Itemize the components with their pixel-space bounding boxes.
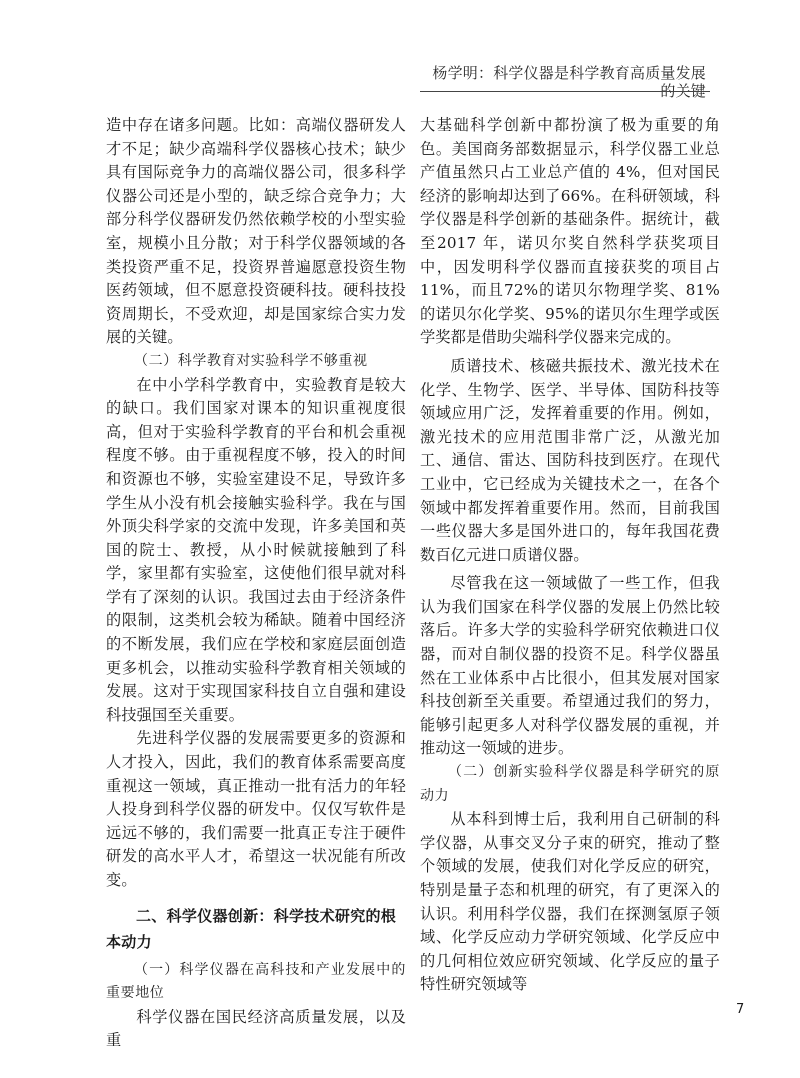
subsection-heading: （二）创新实验科学仪器是科学研究的原动力 [420,764,720,804]
paragraph: 在中小学科学教育中，实验教育是较大的缺口。我们国家对课本的知识重视度很高，但对于实验科学教育的平台和机会重视程度不够。由于重视程度不够，投入的时间和资源也不够，实验室建设不足，导致许多学生从小没有机会接触实验科学。我在与国外顶尖科学家的交流中发现，许多美国和英国的院士、教授，从小时候就接触到了科学，家里都有实验室，这使他们很早就对科学有了深刻的认识。我国过去由于经济条件的限制，这类机会较为稀缺。随着中国经济的不断发展，我们应在学校和家庭层面创造更多机会，以推动实验科学教育相关领域的发展。这对于实现国家科技自立自强和建设科技强国至关重要。 [106,375,406,724]
page-number: 7 [736,1002,745,1017]
left-column [106,114,406,1053]
paragraph: 质谱技术、核磁共振技术、激光技术在化学、生物学、医学、半导体、国防科技等领域应用广泛，发挥着重要的作用。例如，激光技术的应用范围非常广泛，从激光加工、通信、雷达、国防科技到医疗。在现代工业中，它已经成为关键技术之一，在各个领域中都发挥着重要作用。然而，目前我国一些仪器大多是国外进口的，每年我国花费数百亿元进口质谱仪器。 [420,356,720,564]
paragraph: 造中存在诸多问题。比如：高端仪器研发人才不足；缺少高端科学仪器核心技术；缺少具有国际竞争力的高端仪器公司，很多科学仪器公司还是小型的，缺乏综合竞争力；大部分科学仪器研发仍然依赖学校的小型实验室，规模小且分散；对于科学仪器领域的各类投资严重不足，投资界普遍愿意投资生物医药领域，但不愿意投资硬科技。硬科技投资周期长，不受欢迎，却是国家综合实力发展的关键。 [106,116,406,347]
paragraph: 从本科到博士后，我利用自己研制的科学仪器，从事交叉分子束的研究，推动了整个领域的发展，使我们对化学反应的研究，特别是量子态和机理的研究，有了更深入的认识。利用科学仪器，我们在探测氢原子领域、化学反应动力学研究领域、化学反应中的几何相位效应研究领域、化学反应的量子特性研究领域等 [420,810,720,994]
subsection-heading: （二）科学教育对实验科学不够重视 [134,352,368,369]
paragraph: 尽管我在这一领域做了一些工作，但我认为我们国家在科学仪器的发展上仍然比较落后。许多大学的实验科学研究依赖进口仪器，而对自制仪器的投资不足。科学仪器虽然在工业体系中占比很小，但其发展对国家科技创新至关重要。希望通过我们的努力，能够引起更多人对科学仪器发展的重视，并推动这一领域的进步。 [420,574,720,758]
paragraph: 科学仪器在国民经济高质量发展，以及重 [106,1007,406,1050]
right-column [420,114,720,997]
running-header: 杨学明：科学仪器是科学教育高质量发展的关键 [432,64,706,100]
paragraph: 先进科学仪器的发展需要更多的资源和人才投入，因此，我们的教育体系需要高度重视这一领域，真正推动一批有活力的年轻人投身到科学仪器的研发中。仅仅写软件是远远不够的，我们需要一批真正专注于硬件研发的高水平人才，希望这一状况能有所改变。 [106,729,406,889]
subsection-heading: （一）科学仪器在高科技和产业发展中的重要地位 [106,961,406,1002]
header-rule [420,91,710,92]
section-heading: 二、科学仪器创新：科学技术研究的根本动力 [106,906,397,951]
paragraph: 大基础科学创新中都扮演了极为重要的角色。美国商务部数据显示，科学仪器工业总产值虽然只占工业总产值的 4%，但对国民经济的影响却达到了66%。在科研领域，科学仪器是科学创新的基础条件。据统计，截至2017 年，诺贝尔奖自然科学获奖项目中，因发明科学仪器而直接获奖的项目占11%，而且72%的诺贝尔物理学奖、81%的诺贝尔化学奖、95%的诺贝尔生理学或医学奖都是借助尖端科学仪器来完成的。 [420,116,720,347]
